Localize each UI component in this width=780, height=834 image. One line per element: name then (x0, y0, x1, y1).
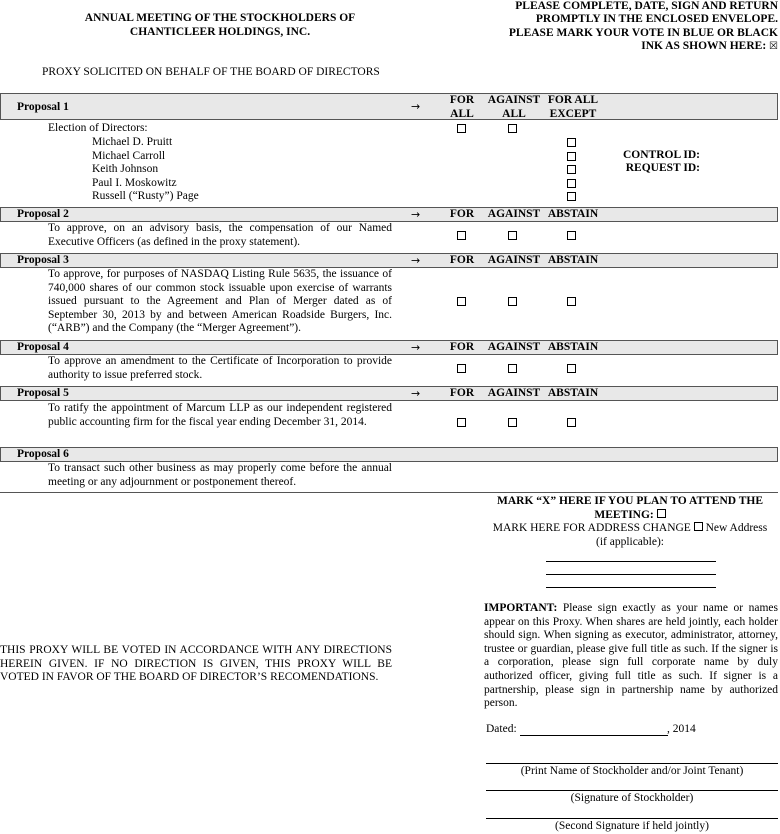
proposal-4-text: To approve an amendment to the Certificate of Incorporation to provide authority to issue preferred stock. (48, 355, 392, 381)
arrow-icon: → (411, 208, 421, 221)
nominee-name: Russell (“Rusty”) Page (92, 190, 199, 202)
proposal-4-for-checkbox[interactable] (457, 364, 466, 373)
nominee-name: Keith Johnson (92, 163, 159, 175)
proposal-5-abstain-checkbox[interactable] (567, 418, 576, 427)
arrow-icon: → (411, 100, 421, 113)
address-change-checkbox[interactable] (694, 522, 703, 531)
proposal-1-label: Proposal 1 (17, 101, 69, 113)
proposal-5-bar: Proposal 5 → FOR AGAINST ABSTAIN (0, 386, 778, 401)
for-all-except-header: FOR ALL EXCEPT (547, 94, 599, 120)
proposal-4-against-checkbox[interactable] (508, 364, 517, 373)
arrow-icon: → (411, 341, 421, 354)
important-instructions: IMPORTANT: Please sign exactly as your name or names appear on this Proxy. When shares are held jointly, each holder should sign. When signing as executor, administrator, attorney, trustee or guardian, please give full title as such. If the signer is a corporation, please sign full corporate name by duly authorized officer, giving full title as such. If signer is a partnership, please sign in partnership name by authorized person. (484, 602, 778, 710)
proposal-2-bar: Proposal 2 → FOR AGAINST ABSTAIN (0, 207, 778, 222)
voting-direction-note: THIS PROXY WILL BE VOTED IN ACCORDANCE WITH ANY DIRECTIONS HEREIN GIVEN. IF NO DIRECTION IS GIVEN, THIS PROXY WILL BE VOTED IN FAVOR OF THE BOARD OF DIRECTOR’S RECOMENDATIONS. (0, 644, 392, 684)
control-id-label: CONTROL ID: (623, 149, 700, 161)
proposal-1-bar (0, 93, 778, 120)
attend-meeting-checkbox[interactable] (657, 509, 666, 518)
dated-year: , 2014 (667, 723, 696, 735)
proposal-4-abstain-checkbox[interactable] (567, 364, 576, 373)
marked-box-icon: ☒ (769, 41, 778, 53)
meeting-title: ANNUAL MEETING OF THE STOCKHOLDERS OF CHANTICLEER HOLDINGS, INC. (84, 12, 356, 38)
second-signature-line[interactable] (486, 818, 778, 819)
address-line[interactable] (546, 561, 716, 562)
dated-label: Dated: (486, 723, 517, 735)
proposal-2-abstain-checkbox[interactable] (567, 231, 576, 240)
for-all-header: FOR ALL (449, 94, 475, 120)
proxy-solicited-heading: PROXY SOLICITED ON BEHALF OF THE BOARD OF DIRECTORS (42, 66, 380, 78)
nominee-except-checkbox[interactable] (567, 192, 576, 201)
nominee-name: Paul I. Moskowitz (92, 176, 177, 189)
proposal-2-against-checkbox[interactable] (508, 231, 517, 240)
proposal-2-for-checkbox[interactable] (457, 231, 466, 240)
proposal-6-bar: Proposal 6 (0, 447, 778, 462)
request-id-label: REQUEST ID: (625, 162, 700, 174)
proposal-4-bar: Proposal 4 → FOR AGAINST ABSTAIN (0, 340, 778, 355)
proposal-5-text: To ratify the appointment of Marcum LLP as our independent registered public accounting firm for the fiscal year ending December 31, 2014. (48, 402, 392, 428)
proposal-1-text: Election of Directors: (48, 122, 148, 134)
nominee-except-checkbox[interactable] (567, 152, 576, 161)
address-line[interactable] (546, 574, 716, 575)
nominee-except-checkbox[interactable] (567, 138, 576, 147)
proposal-3-against-checkbox[interactable] (508, 297, 517, 306)
proposal-3-bar: Proposal 3 → FOR AGAINST ABSTAIN (0, 253, 778, 268)
second-signature-label: (Second Signature if held jointly) (555, 820, 709, 832)
print-name-line[interactable] (486, 763, 778, 764)
proposal-3-for-checkbox[interactable] (457, 297, 466, 306)
proposal-3-abstain-checkbox[interactable] (567, 297, 576, 306)
nominee-except-checkbox[interactable] (567, 165, 576, 174)
arrow-icon: → (411, 254, 421, 267)
nominee-name: Michael D. Pruitt (92, 136, 173, 148)
proposal-5-for-checkbox[interactable] (457, 418, 466, 427)
proposal-2-text: To approve, on an advisory basis, the compensation of our Named Executive Officers (as defined in the proxy statement). (48, 222, 392, 248)
print-name-label: (Print Name of Stockholder and/or Joint Tenant) (520, 765, 744, 777)
attendance-section: MARK “X” HERE IF YOU PLAN TO ATTEND THE MEETING: MARK HERE FOR ADDRESS CHANGE New Address (if applicable): (492, 495, 768, 548)
proposal-3-text: To approve, for purposes of NASDAQ Listing Rule 5635, the issuance of 740,000 shares of our common stock issuable upon exercise of warrants issued pursuant to the Agreement and Plan of Merger dated as of September 30, 2013 by and between American Roadside Burgers, Inc. (“ARB”) and the Company (the “Merger Agreement”). (48, 268, 392, 335)
address-line[interactable] (546, 587, 716, 588)
instructions-header: PLEASE COMPLETE, DATE, SIGN AND RETURN PROMPTLY IN THE ENCLOSED ENVELOPE. PLEASE MARK YOUR VOTE IN BLUE OR BLACK INK AS SHOWN HERE: ☒ (508, 0, 778, 53)
nominee-name: Michael Carroll (92, 149, 166, 162)
arrow-icon: → (411, 387, 421, 400)
section-divider (0, 492, 778, 493)
proposal-5-against-checkbox[interactable] (508, 418, 517, 427)
nominee-except-checkbox[interactable] (567, 179, 576, 188)
date-line[interactable] (520, 735, 668, 736)
signature-label: (Signature of Stockholder) (570, 792, 694, 804)
signature-line[interactable] (486, 790, 778, 791)
proposal-6-text: To transact such other business as may properly come before the annual meeting or any adjournment or postponement thereof. (48, 462, 392, 488)
against-all-checkbox[interactable] (508, 124, 517, 133)
against-all-header: AGAINST ALL (487, 94, 541, 120)
for-all-checkbox[interactable] (457, 124, 466, 133)
